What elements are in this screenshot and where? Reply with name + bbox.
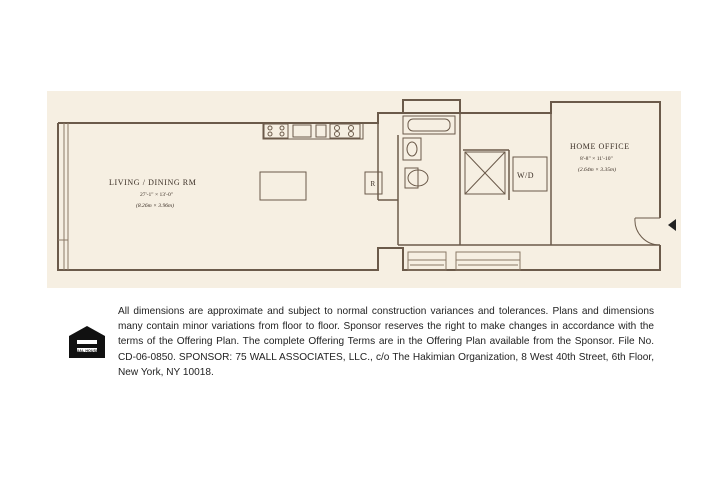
plan-background [47,91,681,288]
disclaimer-text: All dimensions are approximate and subject to normal construction variances and tolerances. Plans and dimensions many contain minor variations from floor to floor. Sponsor reserves the right to make changes in accordance with the terms of the Offering Plan. The complete Offering Terms are in the Offering Plan available from the Sponsor. File No. CD-06-0850. SPONSOR: 75 WALL ASSOCIATES, LLC., c/o The Hakimian Organization, 8 West 40th Street, 6th Floor, New York, NY 10018. [118,306,654,378]
office-room-metric: (2.64m × 3.35m) [578,167,616,173]
equal-housing-caption: EQUAL HOUSING OPPORTUNITY [71,349,103,358]
refrigerator-label: R [370,180,376,188]
washer-dryer-label: W/D [517,171,535,180]
living-room-dims: 27'-1" × 13'-0" [140,192,174,198]
living-room-metric: (8.26m × 3.96m) [136,203,174,209]
office-room-dims: 8'-8" × 11'-10" [580,156,613,162]
living-room-name: LIVING / DINING RM [109,178,197,187]
equal-housing-logo [66,316,108,368]
office-room-name: HOME OFFICE [570,142,630,151]
